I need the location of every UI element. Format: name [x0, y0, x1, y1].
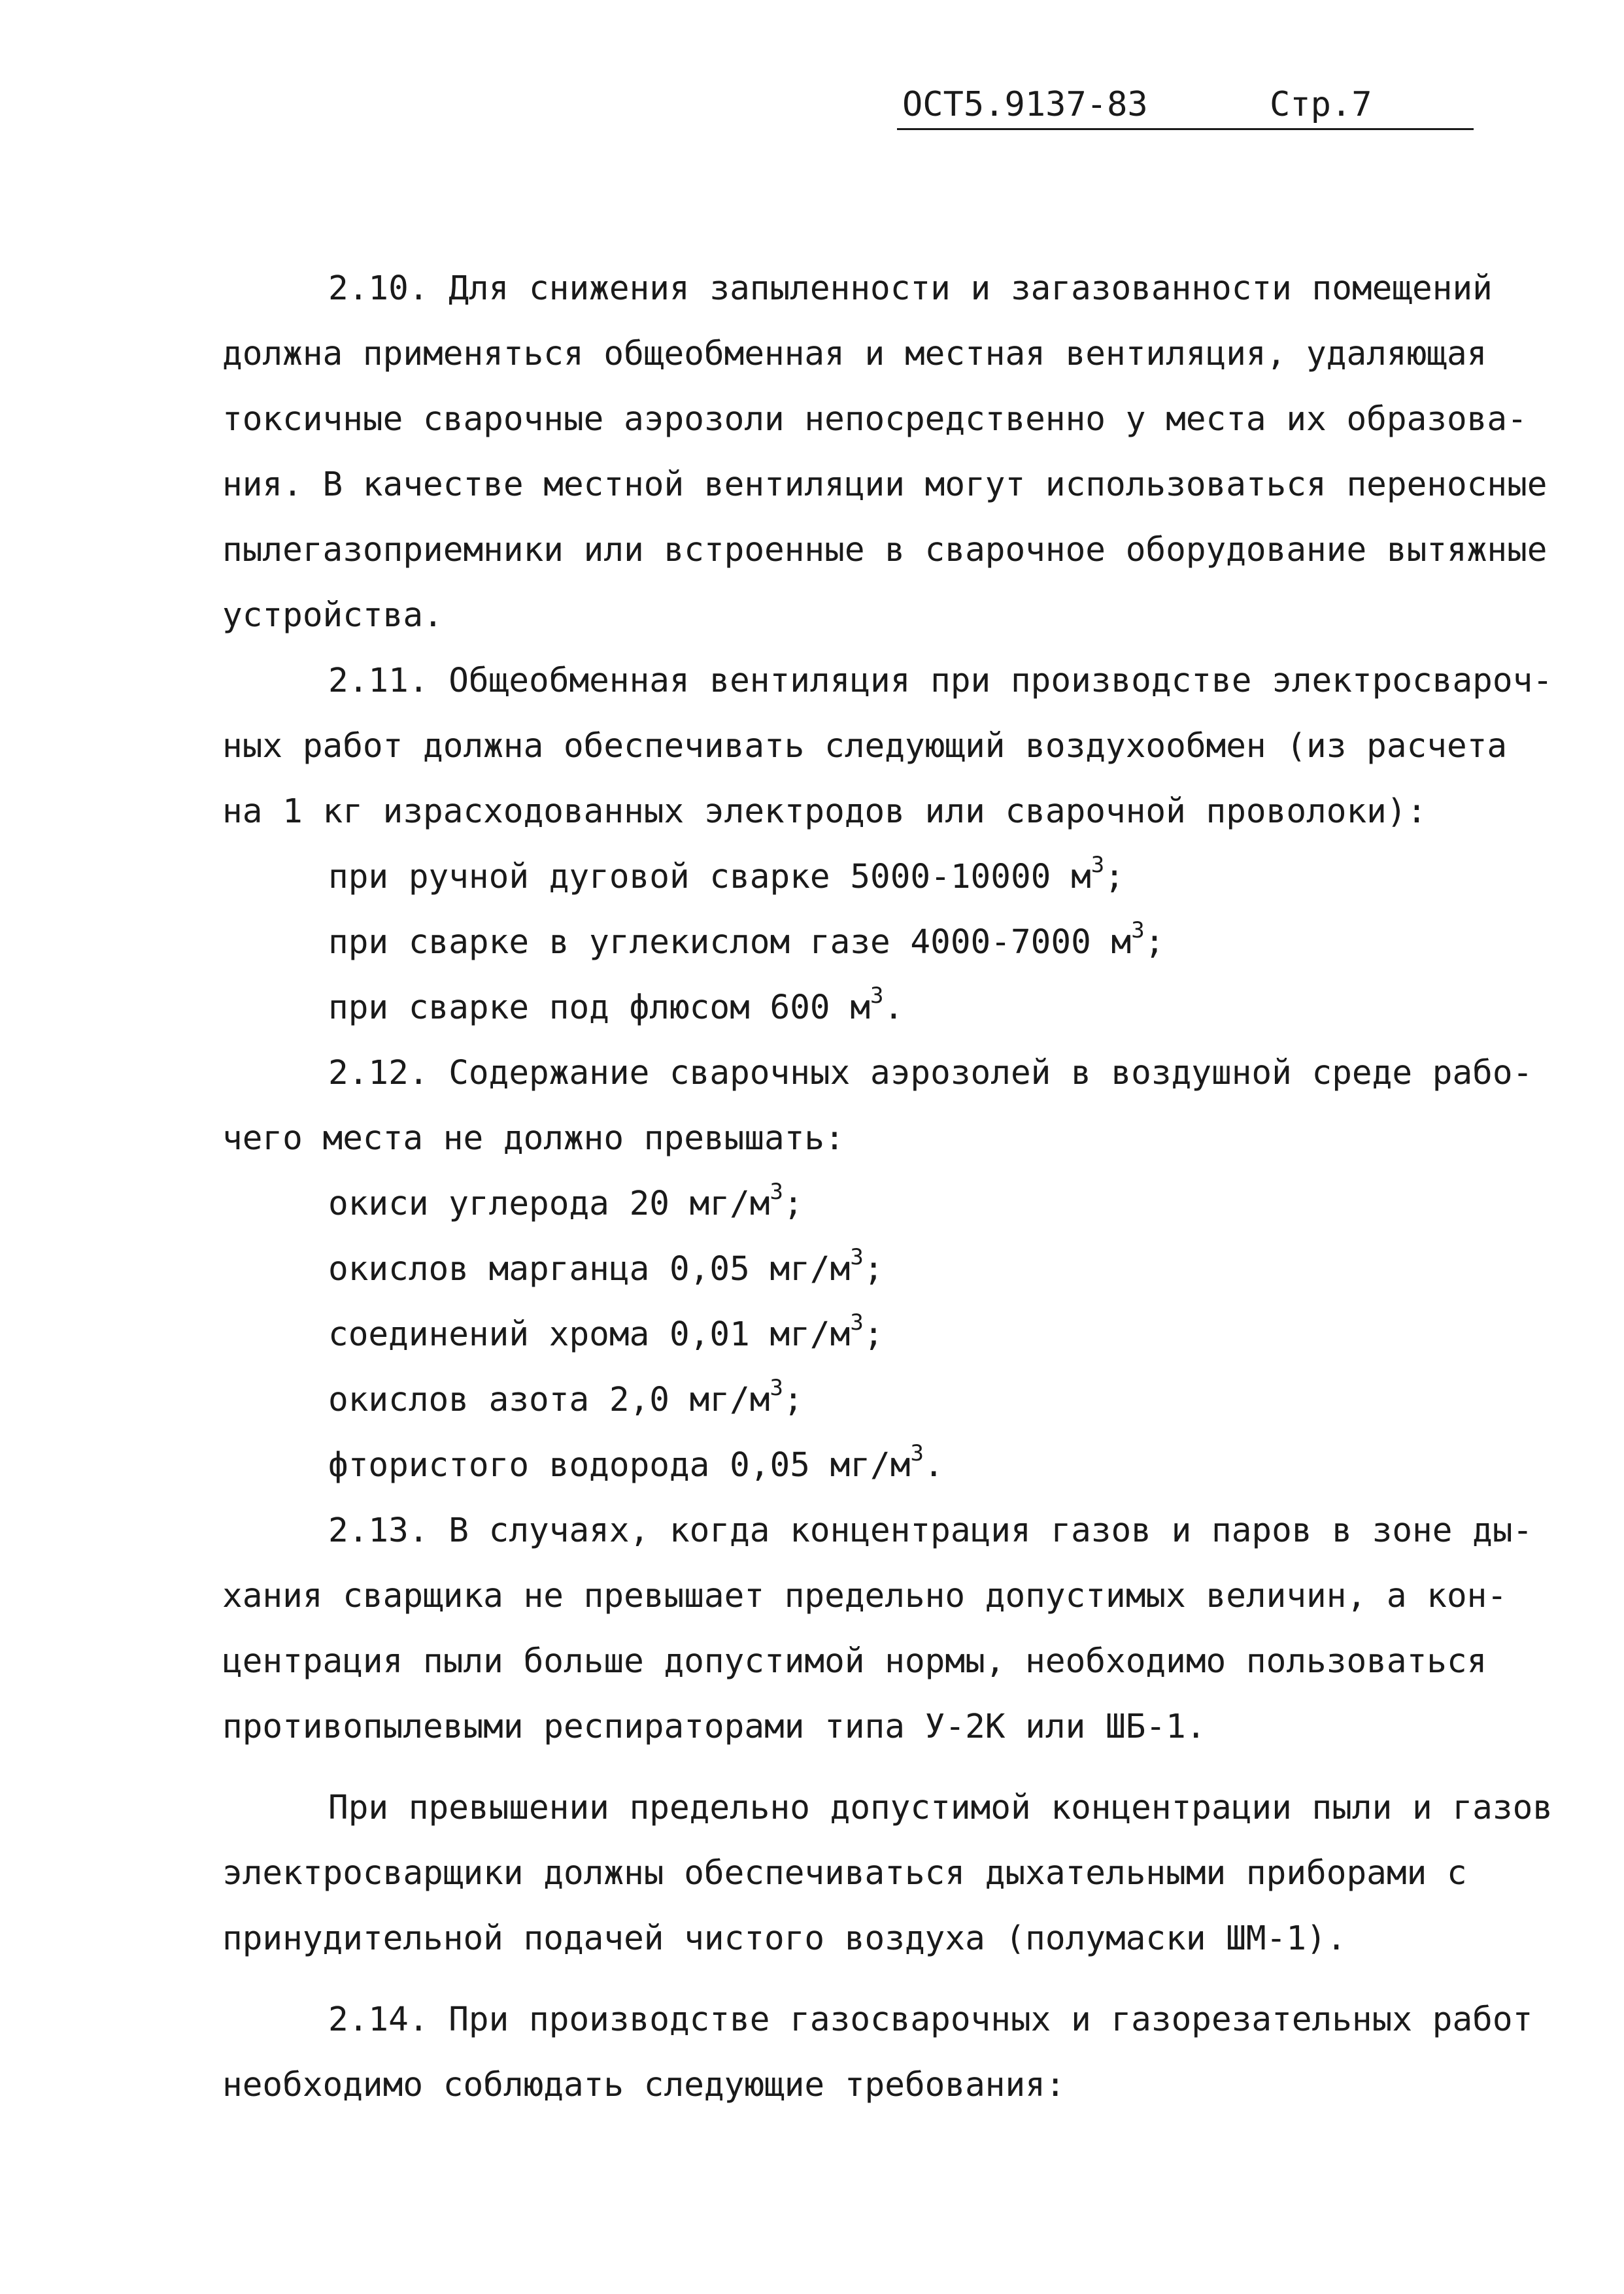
punct: . — [923, 1446, 944, 1485]
punct: ; — [1104, 858, 1125, 896]
header-rule — [897, 128, 1474, 130]
text-line: на 1 кг израсходованных электродов или сварочной проволоки): — [222, 792, 1427, 831]
superscript: 3 — [770, 1179, 783, 1205]
line-text: при ручной дуговой сварке 5000-10000 м — [328, 858, 1091, 896]
text-line — [222, 1433, 1582, 1498]
text-line: устройства. — [222, 596, 443, 635]
punct: ; — [863, 1250, 884, 1289]
text-line: противопылевыми респираторами типа У-2К или ШБ-1. — [222, 1708, 1206, 1746]
document-body — [222, 256, 1582, 2118]
superscript: 3 — [910, 1440, 924, 1466]
superscript: 3 — [850, 1309, 864, 1336]
text-line: ных работ должна обеспечивать следующий воздухообмен (из расчета — [222, 727, 1508, 766]
text-line — [222, 845, 1582, 910]
text-line — [222, 1302, 1582, 1368]
text-line: центрация пыли больше допустимой нормы, необходимо пользоваться — [222, 1642, 1487, 1681]
document-code: ОСТ5.9137-83 — [902, 85, 1148, 124]
page-number: Стр.7 — [1270, 85, 1372, 124]
text-line: 2.10. Для снижения запыленности и загазованности помещений — [328, 269, 1493, 308]
line-text: окислов азота 2,0 мг/м — [328, 1381, 770, 1419]
text-line: электросварщики должны обеспечиваться дыхательными приборами с — [222, 1854, 1467, 1893]
text-line: необходимо соблюдать следующие требования: — [222, 2066, 1066, 2104]
paragraph-gap — [222, 1760, 1582, 1776]
text-line: При превышении предельно допустимой концентрации пыли и газов — [328, 1789, 1553, 1827]
punct: ; — [863, 1315, 884, 1354]
line-text: при сварке под флюсом 600 м — [328, 988, 871, 1027]
text-line: хания сварщика не превышает предельно допустимых величин, а кон- — [222, 1577, 1508, 1615]
superscript: 3 — [770, 1375, 783, 1401]
line-text: окиси углерода 20 мг/м — [328, 1185, 770, 1223]
paragraph-gap — [222, 1972, 1582, 1987]
page-header — [897, 77, 1474, 129]
line-text: фтористого водорода 0,05 мг/м — [328, 1446, 911, 1485]
superscript: 3 — [870, 983, 884, 1009]
text-line: должна применяться общеобменная и местная вентиляция, удаляющая — [222, 335, 1487, 373]
line-text: при сварке в углекислом газе 4000-7000 м — [328, 923, 1132, 962]
text-line: 2.11. Общеобменная вентиляция при производстве электросвароч- — [328, 662, 1553, 700]
text-line: чего места не должно превышать: — [222, 1119, 845, 1158]
text-line: 2.13. В случаях, когда концентрация газов и паров в зоне ды- — [328, 1511, 1533, 1550]
punct: ; — [1144, 923, 1165, 962]
punct: . — [883, 988, 904, 1027]
text-line — [222, 1237, 1582, 1302]
superscript: 3 — [1091, 852, 1105, 878]
line-text: соединений хрома 0,01 мг/м — [328, 1315, 851, 1354]
text-line: 2.14. При производстве газосварочных и газорезательных работ — [328, 2000, 1533, 2039]
text-line: 2.12. Содержание сварочных аэрозолей в воздушной среде рабо- — [328, 1054, 1533, 1092]
text-line: принудительной подачей чистого воздуха (полумаски ШМ-1). — [222, 1919, 1347, 1958]
text-line — [222, 1368, 1582, 1433]
punct: ; — [783, 1381, 804, 1419]
text-line: пылегазоприемники или встроенные в сварочное оборудование вытяжные — [222, 531, 1548, 569]
superscript: 3 — [850, 1244, 864, 1270]
text-line — [222, 910, 1582, 975]
superscript: 3 — [1131, 917, 1145, 943]
punct: ; — [783, 1185, 804, 1223]
line-text: окислов марганца 0,05 мг/м — [328, 1250, 851, 1289]
text-line — [222, 975, 1582, 1041]
text-line: токсичные сварочные аэрозоли непосредственно у места их образова- — [222, 400, 1527, 439]
text-line: ния. В качестве местной вентиляции могут использоваться переносные — [222, 465, 1548, 504]
text-line — [222, 1172, 1582, 1237]
